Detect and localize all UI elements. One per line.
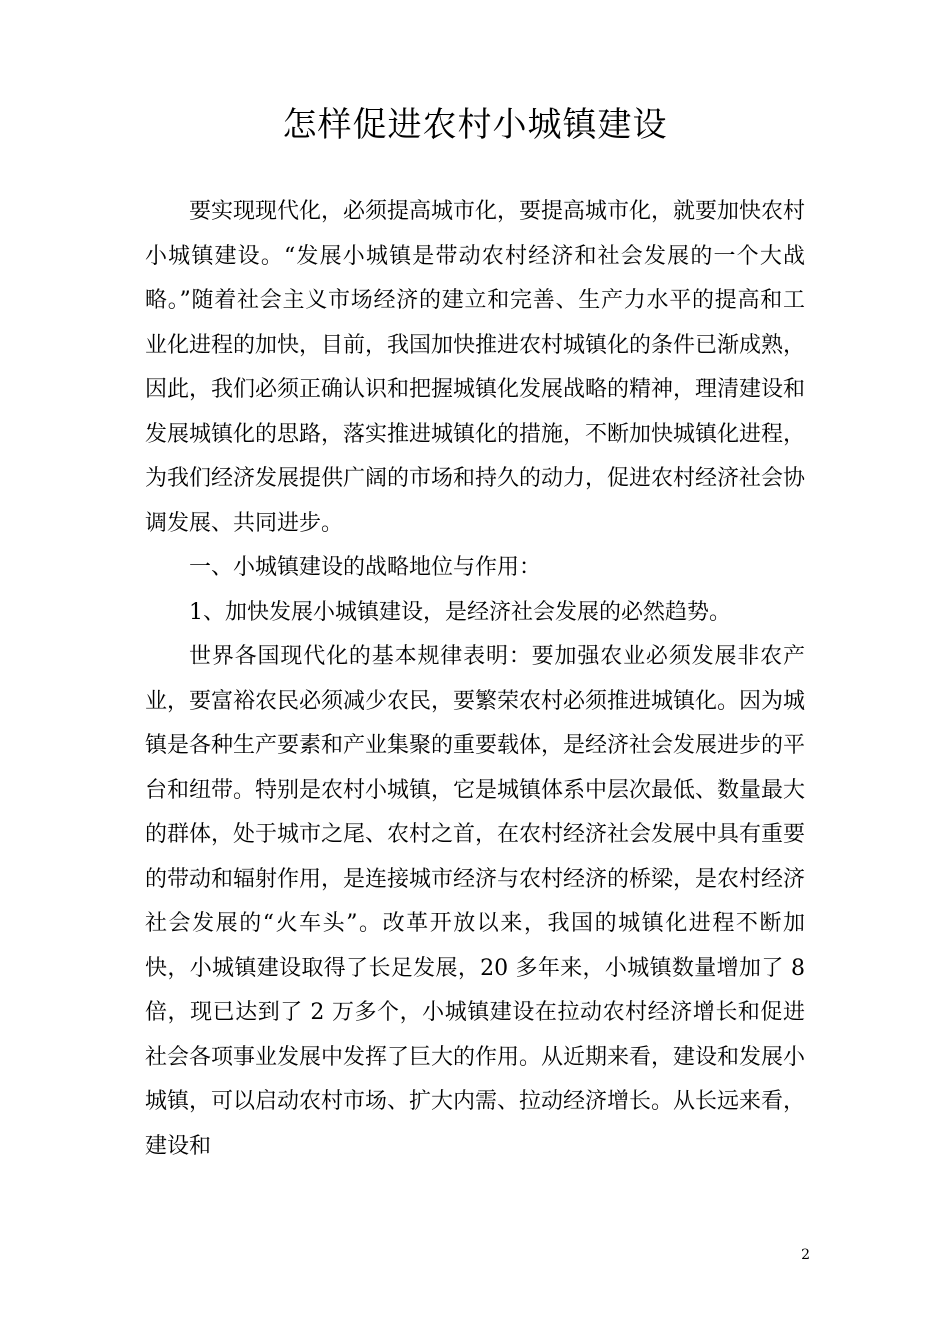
paragraph-intro: 要实现现代化，必须提高城市化，要提高城市化，就要加快农村小城镇建设。“发展小城镇是带动农村经济和社会发展的一个大战略。”随着社会主义市场经济的建立和完善、生产力水平的提高和工业化进程的加快，目前，我国加快推进农村城镇化的条件已渐成熟，因此，我们必须正确认识和把握城镇化发展战略的精神，理清建设和发展城镇化的思路，落实推进城镇化的措施，不断加快城镇化进程，为我们经济发展提供广阔的市场和持久的动力，促进农村经济社会协调发展、共同进步。	[145, 199, 806, 536]
document-title: 怎样促进农村小城镇建设	[282, 105, 668, 145]
subsection-heading: 1、加快发展小城镇建设，是经济社会发展的必然趋势。	[189, 599, 731, 625]
page-number: 2	[801, 1247, 810, 1263]
paragraph-body: 世界各国现代化的基本规律表明：要加强农业必须发展非农产业，要富裕农民必须减少农民，要繁荣农村必须推进城镇化。因为城镇是各种生产要素和产业集聚的重要载体，是经济社会发展进步的平台和纽带。特别是农村小城镇，它是城镇体系中层次最低、数量最大的群体，处于城市之尾、农村之首，在农村经济社会发展中具有重要的带动和辐射作用，是连接城市经济与农村经济的桥梁，是农村经济社会发展的“火车头”。改革开放以来，我国的城镇化进程不断加快，小城镇建设取得了长足发展，20 多年来，小城镇数量增加了 8 倍，现已达到了 2 万多个，小城镇建设在拉动农村经济增长和促进社会各项事业发展中发挥了巨大的作用。从近期来看，建设和发展小城镇，可以启动农村市场、扩大内需、拉动经济增长。从长远来看，建设和	[145, 644, 806, 1159]
document-body	[145, 190, 805, 1169]
section-heading: 一、小城镇建设的战略地位与作用：	[189, 555, 542, 580]
